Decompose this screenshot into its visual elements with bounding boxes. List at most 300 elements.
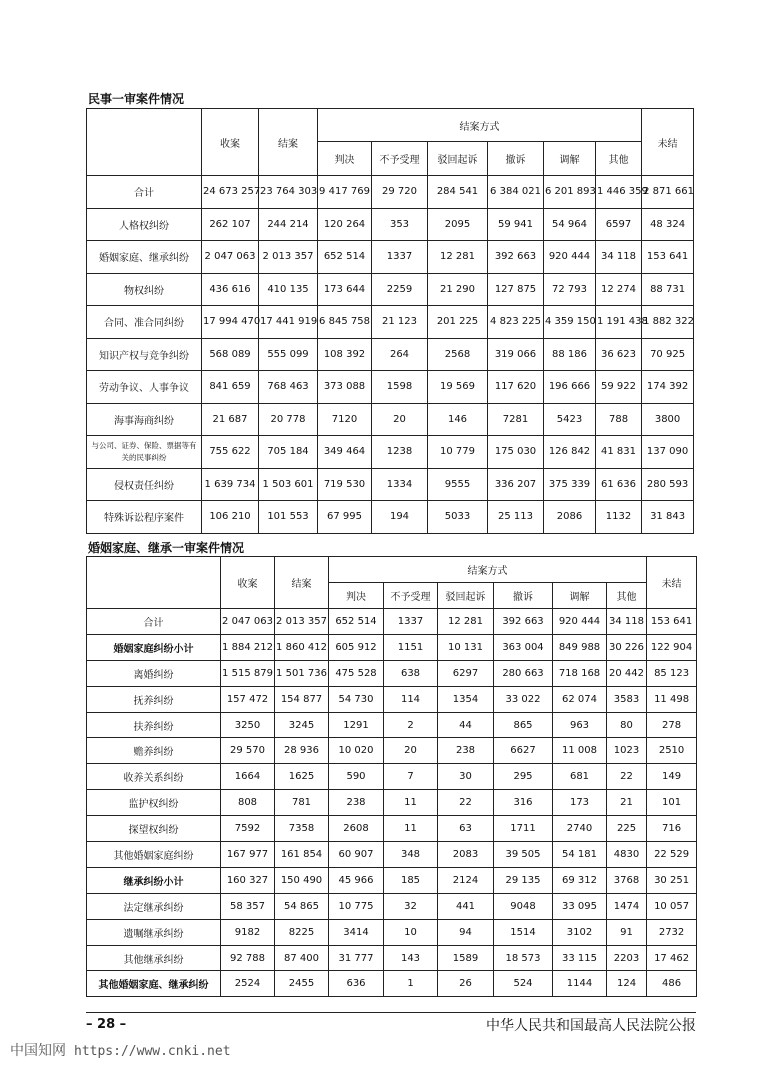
table-cell: 865 <box>494 712 553 738</box>
table-cell: 590 <box>329 764 384 790</box>
table-cell: 12 281 <box>428 241 488 274</box>
row-label: 抚养纠纷 <box>87 686 221 712</box>
table-cell: 1 446 359 <box>596 176 642 209</box>
header-method: 调解 <box>553 583 607 609</box>
table-cell: 1 <box>384 971 438 997</box>
table-cell: 4 359 150 <box>544 306 596 339</box>
table-cell: 11 498 <box>647 686 697 712</box>
table-cell: 225 <box>607 816 647 842</box>
table-cell: 7 <box>384 764 438 790</box>
table-row <box>87 764 697 790</box>
table-cell: 392 663 <box>494 609 553 635</box>
table-cell: 10 775 <box>329 893 384 919</box>
table-cell: 59 941 <box>488 208 544 241</box>
table-cell: 3800 <box>642 403 694 436</box>
table-cell: 33 022 <box>494 686 553 712</box>
table-cell: 137 090 <box>642 436 694 469</box>
table-cell: 11 <box>384 816 438 842</box>
table-cell: 1625 <box>275 764 329 790</box>
table-cell: 1 639 734 <box>202 468 259 501</box>
table-cell: 80 <box>607 712 647 738</box>
header-received: 收案 <box>221 557 275 609</box>
table-cell: 54 181 <box>553 842 607 868</box>
table-cell: 349 464 <box>318 436 372 469</box>
table-cell: 26 <box>438 971 494 997</box>
table-cell: 24 673 257 <box>202 176 259 209</box>
table-cell: 62 074 <box>553 686 607 712</box>
table-cell: 9182 <box>221 919 275 945</box>
table1-title: 民事一审案件情况 <box>88 92 185 106</box>
table-cell: 69 312 <box>553 867 607 893</box>
table-cell: 244 214 <box>259 208 318 241</box>
row-label: 劳动争议、人事争议 <box>87 371 202 404</box>
table-cell: 336 207 <box>488 468 544 501</box>
header-method-group: 结案方式 <box>318 109 642 142</box>
row-label: 遗嘱继承纠纷 <box>87 919 221 945</box>
table-cell: 2568 <box>428 338 488 371</box>
table-cell: 705 184 <box>259 436 318 469</box>
table-cell: 146 <box>428 403 488 436</box>
row-label: 物权纠纷 <box>87 273 202 306</box>
table-cell: 23 764 303 <box>259 176 318 209</box>
marriage-inheritance-table <box>86 556 697 997</box>
table-cell: 122 904 <box>647 634 697 660</box>
table-cell: 1337 <box>384 609 438 635</box>
table-cell: 12 281 <box>438 609 494 635</box>
watermark-url: https://www.cnki.net <box>74 1044 231 1059</box>
table-cell: 2524 <box>221 971 275 997</box>
table-cell: 1 501 736 <box>275 660 329 686</box>
table-cell: 10 <box>384 919 438 945</box>
table-cell: 1151 <box>384 634 438 660</box>
table-cell: 30 226 <box>607 634 647 660</box>
header-received: 收案 <box>202 109 259 176</box>
table-cell: 6597 <box>596 208 642 241</box>
table-cell: 6 384 021 <box>488 176 544 209</box>
table-cell: 920 444 <box>553 609 607 635</box>
table-cell: 2 <box>384 712 438 738</box>
header-pending: 未结 <box>647 557 697 609</box>
table-cell: 1 503 601 <box>259 468 318 501</box>
table-cell: 10 020 <box>329 738 384 764</box>
table-cell: 101 553 <box>259 501 318 534</box>
watermark <box>10 1040 231 1060</box>
row-label: 婚姻家庭、继承纠纷 <box>87 241 202 274</box>
row-label: 收养关系纠纷 <box>87 764 221 790</box>
header-method: 判决 <box>318 142 372 176</box>
header-method: 不予受理 <box>372 142 428 176</box>
row-label: 知识产权与竞争纠纷 <box>87 338 202 371</box>
table-cell: 194 <box>372 501 428 534</box>
table-cell: 486 <box>647 971 697 997</box>
table-cell: 2455 <box>275 971 329 997</box>
header-method: 撤诉 <box>494 583 553 609</box>
row-label: 婚姻家庭纠纷小计 <box>87 634 221 660</box>
table-row <box>87 971 697 997</box>
table-cell: 6 201 893 <box>544 176 596 209</box>
table-cell: 849 988 <box>553 634 607 660</box>
header-method: 驳回起诉 <box>428 142 488 176</box>
table-cell: 278 <box>647 712 697 738</box>
table-cell: 41 831 <box>596 436 642 469</box>
table-row <box>87 609 697 635</box>
table-cell: 175 030 <box>488 436 544 469</box>
row-label: 监护权纠纷 <box>87 790 221 816</box>
table-row <box>87 712 697 738</box>
table-cell: 1514 <box>494 919 553 945</box>
table-cell: 117 620 <box>488 371 544 404</box>
table-cell: 167 977 <box>221 842 275 868</box>
table-cell: 25 113 <box>488 501 544 534</box>
table-cell: 264 <box>372 338 428 371</box>
table-row <box>87 501 694 534</box>
table-cell: 1474 <box>607 893 647 919</box>
table-cell: 7120 <box>318 403 372 436</box>
table-cell: 101 <box>647 790 697 816</box>
table-cell: 72 793 <box>544 273 596 306</box>
table-cell: 153 641 <box>647 609 697 635</box>
table-cell: 781 <box>275 790 329 816</box>
table-cell: 92 788 <box>221 945 275 971</box>
table-cell: 441 <box>438 893 494 919</box>
table-cell: 54 730 <box>329 686 384 712</box>
table-cell: 1238 <box>372 436 428 469</box>
footer-rule <box>86 1012 696 1013</box>
table-row <box>87 371 694 404</box>
table-cell: 262 107 <box>202 208 259 241</box>
table-cell: 1 860 412 <box>275 634 329 660</box>
header-method: 其他 <box>596 142 642 176</box>
table-cell: 3414 <box>329 919 384 945</box>
table-row <box>87 403 694 436</box>
table-row <box>87 208 694 241</box>
table-cell: 363 004 <box>494 634 553 660</box>
table-cell: 44 <box>438 712 494 738</box>
table-cell: 1354 <box>438 686 494 712</box>
table-cell: 410 135 <box>259 273 318 306</box>
table-cell: 59 922 <box>596 371 642 404</box>
watermark-brand: 中国知网 <box>10 1043 66 1059</box>
table-cell: 54 964 <box>544 208 596 241</box>
page-number: – 28 – <box>86 1017 127 1032</box>
row-label: 合计 <box>87 609 221 635</box>
table-cell: 22 <box>438 790 494 816</box>
table-cell: 2 047 063 <box>202 241 259 274</box>
table-cell: 126 842 <box>544 436 596 469</box>
row-label: 与公司、证券、保险、票据等有关的民事纠纷 <box>87 436 202 469</box>
table-cell: 153 641 <box>642 241 694 274</box>
table-cell: 88 186 <box>544 338 596 371</box>
table-cell: 108 392 <box>318 338 372 371</box>
table-cell: 173 644 <box>318 273 372 306</box>
table-cell: 1589 <box>438 945 494 971</box>
table-row <box>87 790 697 816</box>
table-cell: 88 731 <box>642 273 694 306</box>
table-cell: 17 441 919 <box>259 306 318 339</box>
header-category <box>87 557 221 609</box>
table-cell: 9 417 769 <box>318 176 372 209</box>
table-row <box>87 306 694 339</box>
table-cell: 29 135 <box>494 867 553 893</box>
table-cell: 636 <box>329 971 384 997</box>
table-cell: 39 505 <box>494 842 553 868</box>
table-cell: 6627 <box>494 738 553 764</box>
civil-first-instance-table <box>86 108 694 534</box>
table-cell: 808 <box>221 790 275 816</box>
header-method: 撤诉 <box>488 142 544 176</box>
table-cell: 185 <box>384 867 438 893</box>
table-cell: 1711 <box>494 816 553 842</box>
table-cell: 568 089 <box>202 338 259 371</box>
table-cell: 127 875 <box>488 273 544 306</box>
row-label: 扶养纠纷 <box>87 712 221 738</box>
row-label: 其他婚姻家庭、继承纠纷 <box>87 971 221 997</box>
table-cell: 319 066 <box>488 338 544 371</box>
table-cell: 10 057 <box>647 893 697 919</box>
table-cell: 436 616 <box>202 273 259 306</box>
header-category <box>87 109 202 176</box>
row-label: 法定继承纠纷 <box>87 893 221 919</box>
table-cell: 1334 <box>372 468 428 501</box>
table-cell: 87 400 <box>275 945 329 971</box>
table-cell: 2124 <box>438 867 494 893</box>
table-cell: 348 <box>384 842 438 868</box>
table-cell: 3102 <box>553 919 607 945</box>
table-cell: 18 573 <box>494 945 553 971</box>
table-row <box>87 686 697 712</box>
table-cell: 160 327 <box>221 867 275 893</box>
table-cell: 963 <box>553 712 607 738</box>
table-cell: 63 <box>438 816 494 842</box>
table-cell: 29 720 <box>372 176 428 209</box>
table-row <box>87 660 697 686</box>
table-cell: 9048 <box>494 893 553 919</box>
header-closed: 结案 <box>259 109 318 176</box>
table-cell: 54 865 <box>275 893 329 919</box>
table-cell: 716 <box>647 816 697 842</box>
table-cell: 3250 <box>221 712 275 738</box>
table-row <box>87 241 694 274</box>
table-cell: 284 541 <box>428 176 488 209</box>
table-cell: 719 530 <box>318 468 372 501</box>
table-cell: 7592 <box>221 816 275 842</box>
table-row <box>87 634 697 660</box>
table-cell: 295 <box>494 764 553 790</box>
table-cell: 4 823 225 <box>488 306 544 339</box>
table-cell: 2 013 357 <box>275 609 329 635</box>
table-cell: 21 687 <box>202 403 259 436</box>
journal-name: 中华人民共和国最高人民法院公报 <box>486 1018 696 1034</box>
table-cell: 34 118 <box>607 609 647 635</box>
row-label: 人格权纠纷 <box>87 208 202 241</box>
table-cell: 174 392 <box>642 371 694 404</box>
table-cell: 67 995 <box>318 501 372 534</box>
table-cell: 555 099 <box>259 338 318 371</box>
table-cell: 2740 <box>553 816 607 842</box>
table-cell: 1 882 322 <box>642 306 694 339</box>
table-cell: 10 779 <box>428 436 488 469</box>
header-method: 驳回起诉 <box>438 583 494 609</box>
table-cell: 149 <box>647 764 697 790</box>
table-cell: 1598 <box>372 371 428 404</box>
table-row <box>87 738 697 764</box>
table-cell: 29 570 <box>221 738 275 764</box>
table-cell: 475 528 <box>329 660 384 686</box>
table-cell: 20 <box>384 738 438 764</box>
table-cell: 2086 <box>544 501 596 534</box>
table-cell: 28 936 <box>275 738 329 764</box>
row-label: 合计 <box>87 176 202 209</box>
table-cell: 2203 <box>607 945 647 971</box>
table-cell: 20 <box>372 403 428 436</box>
table-cell: 1 884 212 <box>221 634 275 660</box>
table-row <box>87 816 697 842</box>
table-cell: 1 191 438 <box>596 306 642 339</box>
row-label: 探望权纠纷 <box>87 816 221 842</box>
table-cell: 120 264 <box>318 208 372 241</box>
table-cell: 2259 <box>372 273 428 306</box>
table-cell: 2 013 357 <box>259 241 318 274</box>
table-cell: 17 462 <box>647 945 697 971</box>
table-cell: 11 008 <box>553 738 607 764</box>
header-pending: 未结 <box>642 109 694 176</box>
table-cell: 2732 <box>647 919 697 945</box>
table-cell: 4830 <box>607 842 647 868</box>
table-cell: 373 088 <box>318 371 372 404</box>
table-cell: 2510 <box>647 738 697 764</box>
table-cell: 6297 <box>438 660 494 686</box>
table-row <box>87 436 694 469</box>
table-cell: 238 <box>438 738 494 764</box>
header-method: 判决 <box>329 583 384 609</box>
table-row <box>87 842 697 868</box>
table-cell: 1291 <box>329 712 384 738</box>
table-cell: 2 871 661 <box>642 176 694 209</box>
row-label: 侵权责任纠纷 <box>87 468 202 501</box>
table-cell: 21 290 <box>428 273 488 306</box>
header-method-group: 结案方式 <box>329 557 647 583</box>
table-cell: 30 251 <box>647 867 697 893</box>
table-cell: 48 324 <box>642 208 694 241</box>
table-cell: 33 095 <box>553 893 607 919</box>
table-cell: 1144 <box>553 971 607 997</box>
table-row <box>87 176 694 209</box>
table-cell: 6 845 758 <box>318 306 372 339</box>
table-cell: 8225 <box>275 919 329 945</box>
table-cell: 21 <box>607 790 647 816</box>
table-cell: 5033 <box>428 501 488 534</box>
table-cell: 7281 <box>488 403 544 436</box>
table-cell: 2608 <box>329 816 384 842</box>
table-cell: 20 778 <box>259 403 318 436</box>
table-row <box>87 338 694 371</box>
table-cell: 143 <box>384 945 438 971</box>
table-cell: 36 623 <box>596 338 642 371</box>
table-cell: 31 843 <box>642 501 694 534</box>
table-row <box>87 945 697 971</box>
table-cell: 124 <box>607 971 647 997</box>
table-cell: 841 659 <box>202 371 259 404</box>
table-cell: 12 274 <box>596 273 642 306</box>
table-cell: 375 339 <box>544 468 596 501</box>
row-label: 继承纠纷小计 <box>87 867 221 893</box>
table-cell: 652 514 <box>318 241 372 274</box>
table-cell: 3583 <box>607 686 647 712</box>
table-cell: 33 115 <box>553 945 607 971</box>
table-cell: 524 <box>494 971 553 997</box>
table-cell: 31 777 <box>329 945 384 971</box>
table-cell: 788 <box>596 403 642 436</box>
row-label: 其他婚姻家庭纠纷 <box>87 842 221 868</box>
table-cell: 196 666 <box>544 371 596 404</box>
table-cell: 85 123 <box>647 660 697 686</box>
table-cell: 1132 <box>596 501 642 534</box>
table2-title: 婚姻家庭、继承一审案件情况 <box>88 541 245 555</box>
table-cell: 58 357 <box>221 893 275 919</box>
table-cell: 681 <box>553 764 607 790</box>
table-cell: 173 <box>553 790 607 816</box>
row-label: 特殊诉讼程序案件 <box>87 501 202 534</box>
table-cell: 718 168 <box>553 660 607 686</box>
header-method: 不予受理 <box>384 583 438 609</box>
table-cell: 34 118 <box>596 241 642 274</box>
table-cell: 3245 <box>275 712 329 738</box>
table-cell: 11 <box>384 790 438 816</box>
table-cell: 1337 <box>372 241 428 274</box>
table-cell: 638 <box>384 660 438 686</box>
table-row <box>87 273 694 306</box>
table-cell: 21 123 <box>372 306 428 339</box>
table-cell: 30 <box>438 764 494 790</box>
table-cell: 316 <box>494 790 553 816</box>
table-cell: 280 663 <box>494 660 553 686</box>
table-cell: 3768 <box>607 867 647 893</box>
header-method: 其他 <box>607 583 647 609</box>
table-row <box>87 867 697 893</box>
table-cell: 2083 <box>438 842 494 868</box>
table-cell: 201 225 <box>428 306 488 339</box>
table-row <box>87 919 697 945</box>
table-cell: 22 <box>607 764 647 790</box>
table-cell: 45 966 <box>329 867 384 893</box>
table-cell: 10 131 <box>438 634 494 660</box>
header-closed: 结案 <box>275 557 329 609</box>
table-cell: 652 514 <box>329 609 384 635</box>
row-label: 其他继承纠纷 <box>87 945 221 971</box>
table-cell: 353 <box>372 208 428 241</box>
table-cell: 161 854 <box>275 842 329 868</box>
table-cell: 1023 <box>607 738 647 764</box>
table-cell: 61 636 <box>596 468 642 501</box>
header-method: 调解 <box>544 142 596 176</box>
table-cell: 154 877 <box>275 686 329 712</box>
table-cell: 2095 <box>428 208 488 241</box>
table-cell: 1664 <box>221 764 275 790</box>
table-cell: 238 <box>329 790 384 816</box>
table-row <box>87 893 697 919</box>
row-label: 合同、准合同纠纷 <box>87 306 202 339</box>
table-cell: 17 994 470 <box>202 306 259 339</box>
table-cell: 9555 <box>428 468 488 501</box>
table-cell: 22 529 <box>647 842 697 868</box>
table-cell: 32 <box>384 893 438 919</box>
table-cell: 768 463 <box>259 371 318 404</box>
row-label: 赡养纠纷 <box>87 738 221 764</box>
table-cell: 280 593 <box>642 468 694 501</box>
table-cell: 150 490 <box>275 867 329 893</box>
table-cell: 157 472 <box>221 686 275 712</box>
table-row <box>87 468 694 501</box>
